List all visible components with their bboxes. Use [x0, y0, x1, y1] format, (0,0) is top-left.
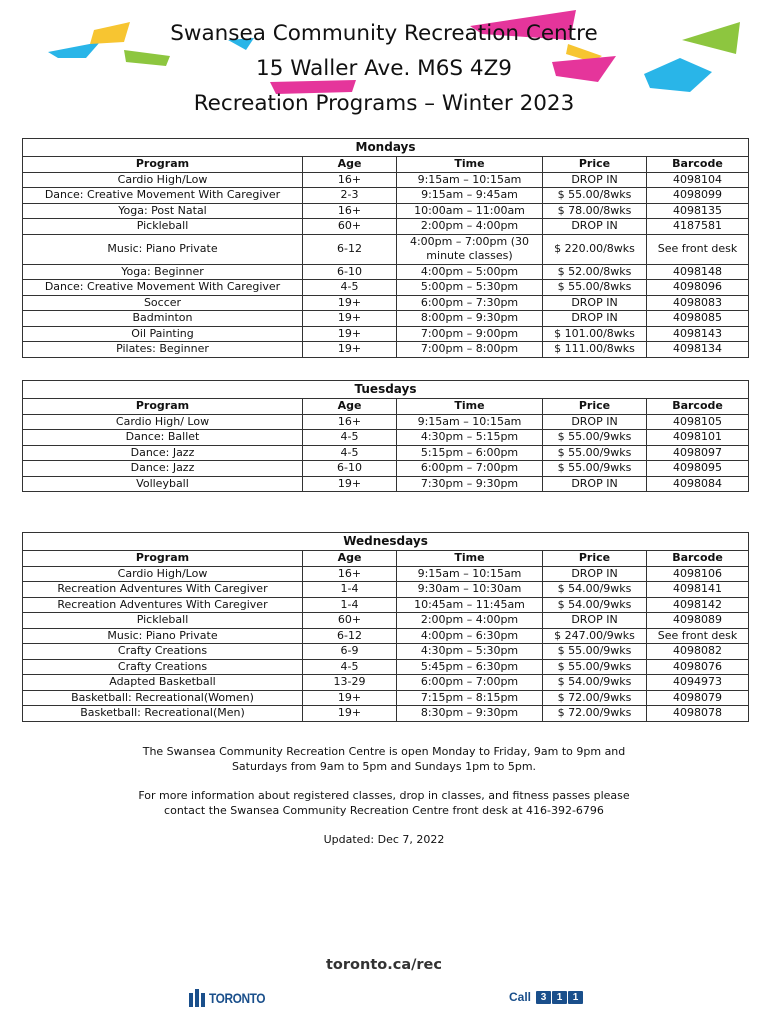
age-cell: 16+: [303, 566, 397, 582]
price-cell: $ 55.00/9wks: [543, 430, 647, 446]
col-price: Price: [543, 157, 647, 173]
age-cell: 16+: [303, 172, 397, 188]
price-cell: DROP IN: [543, 566, 647, 582]
price-cell: $ 111.00/8wks: [543, 342, 647, 358]
time-cell: 2:00pm – 4:00pm: [397, 219, 543, 235]
price-cell: DROP IN: [543, 414, 647, 430]
mondays-table: [22, 138, 749, 358]
table-row: [23, 582, 749, 598]
info-line-2: contact the Swansea Community Recreation Centre front desk at 416-392-6796: [164, 804, 604, 817]
program-cell: Dance: Jazz: [23, 461, 303, 477]
col-barcode: Barcode: [647, 157, 749, 173]
col-barcode: Barcode: [647, 399, 749, 415]
age-cell: 19+: [303, 326, 397, 342]
price-cell: DROP IN: [543, 613, 647, 629]
price-cell: $ 55.00/9wks: [543, 644, 647, 660]
table-row: [23, 219, 749, 235]
age-cell: 60+: [303, 613, 397, 629]
program-cell: Recreation Adventures With Caregiver: [23, 582, 303, 598]
time-cell: 2:00pm – 4:00pm: [397, 613, 543, 629]
program-cell: Music: Piano Private: [23, 234, 303, 264]
time-cell: 4:00pm – 6:30pm: [397, 628, 543, 644]
time-cell: 10:45am – 11:45am: [397, 597, 543, 613]
table-row: [23, 659, 749, 675]
barcode-cell: 4098105: [647, 414, 749, 430]
price-cell: $ 101.00/8wks: [543, 326, 647, 342]
price-cell: DROP IN: [543, 219, 647, 235]
program-cell: Badminton: [23, 311, 303, 327]
col-price: Price: [543, 399, 647, 415]
program-cell: Basketball: Recreational(Women): [23, 690, 303, 706]
time-cell: 4:30pm – 5:15pm: [397, 430, 543, 446]
col-barcode: Barcode: [647, 551, 749, 567]
table-row: [23, 295, 749, 311]
col-time: Time: [397, 551, 543, 567]
table-row: [23, 342, 749, 358]
barcode-cell: 4098148: [647, 264, 749, 280]
table-row: [23, 706, 749, 722]
call-digit: 1: [552, 991, 567, 1004]
time-cell: 4:00pm – 5:00pm: [397, 264, 543, 280]
program-cell: Cardio High/Low: [23, 172, 303, 188]
table-row: [23, 690, 749, 706]
age-cell: 19+: [303, 476, 397, 492]
table-row: [23, 566, 749, 582]
barcode-cell: 4098095: [647, 461, 749, 477]
age-cell: 19+: [303, 311, 397, 327]
age-cell: 13-29: [303, 675, 397, 691]
age-cell: 6-12: [303, 628, 397, 644]
barcode-cell: 4098076: [647, 659, 749, 675]
program-cell: Basketball: Recreational(Men): [23, 706, 303, 722]
barcode-cell: 4098097: [647, 445, 749, 461]
price-cell: $ 55.00/8wks: [543, 188, 647, 204]
flyer-header: [0, 16, 768, 121]
program-cell: Dance: Ballet: [23, 430, 303, 446]
time-cell: 6:00pm – 7:30pm: [397, 295, 543, 311]
city-hall-icon: [189, 989, 205, 1007]
price-cell: $ 55.00/8wks: [543, 280, 647, 296]
wednesdays-table: [22, 532, 749, 722]
call-311[interactable]: [509, 990, 583, 1004]
table-row: [23, 414, 749, 430]
table-row: [23, 203, 749, 219]
age-cell: 16+: [303, 414, 397, 430]
call-digits: [536, 991, 583, 1004]
barcode-cell: 4094973: [647, 675, 749, 691]
price-cell: DROP IN: [543, 172, 647, 188]
table-row: [23, 188, 749, 204]
program-cell: Adapted Basketball: [23, 675, 303, 691]
price-cell: $ 78.00/8wks: [543, 203, 647, 219]
barcode-cell: 4098082: [647, 644, 749, 660]
price-cell: DROP IN: [543, 295, 647, 311]
age-cell: 4-5: [303, 430, 397, 446]
table-row: [23, 628, 749, 644]
time-cell: 9:30am – 10:30am: [397, 582, 543, 598]
program-cell: Music: Piano Private: [23, 628, 303, 644]
age-cell: 1-4: [303, 597, 397, 613]
time-cell: 8:00pm – 9:30pm: [397, 311, 543, 327]
barcode-cell: 4098143: [647, 326, 749, 342]
age-cell: 6-10: [303, 264, 397, 280]
age-cell: 4-5: [303, 659, 397, 675]
barcode-cell: 4098134: [647, 342, 749, 358]
col-program: Program: [23, 157, 303, 173]
call-digit: 1: [568, 991, 583, 1004]
price-cell: DROP IN: [543, 476, 647, 492]
price-cell: $ 72.00/9wks: [543, 706, 647, 722]
price-cell: $ 55.00/9wks: [543, 659, 647, 675]
time-cell: 9:15am – 10:15am: [397, 172, 543, 188]
col-age: Age: [303, 551, 397, 567]
program-cell: Crafty Creations: [23, 659, 303, 675]
day-heading: Mondays: [23, 139, 749, 157]
barcode-cell: See front desk: [647, 628, 749, 644]
time-cell: 5:45pm – 6:30pm: [397, 659, 543, 675]
price-cell: $ 54.00/9wks: [543, 597, 647, 613]
time-cell: 6:00pm – 7:00pm: [397, 675, 543, 691]
hours-line-2: Saturdays from 9am to 5pm and Sundays 1pm to 5pm.: [231, 760, 537, 773]
centre-name: Swansea Community Recreation Centre: [170, 21, 598, 46]
notes-section: [0, 744, 768, 861]
price-cell: $ 55.00/9wks: [543, 461, 647, 477]
table-row: [23, 675, 749, 691]
table-row: [23, 613, 749, 629]
day-heading: Tuesdays: [23, 381, 749, 399]
barcode-cell: 4098142: [647, 597, 749, 613]
age-cell: 4-5: [303, 280, 397, 296]
program-cell: Dance: Creative Movement With Caregiver: [23, 188, 303, 204]
table-row: [23, 445, 749, 461]
barcode-cell: 4098101: [647, 430, 749, 446]
age-cell: 60+: [303, 219, 397, 235]
call-digit: 3: [536, 991, 551, 1004]
program-cell: Yoga: Beginner: [23, 264, 303, 280]
website-link[interactable]: toronto.ca/rec: [326, 957, 442, 973]
barcode-cell: 4098084: [647, 476, 749, 492]
hours-line-1: The Swansea Community Recreation Centre is open Monday to Friday, 9am to 9pm and: [142, 745, 626, 758]
price-cell: DROP IN: [543, 311, 647, 327]
price-cell: $ 52.00/8wks: [543, 264, 647, 280]
barcode-cell: 4098104: [647, 172, 749, 188]
table-row: [23, 430, 749, 446]
barcode-cell: 4098083: [647, 295, 749, 311]
age-cell: 19+: [303, 295, 397, 311]
program-cell: Soccer: [23, 295, 303, 311]
time-cell: 6:00pm – 7:00pm: [397, 461, 543, 477]
col-age: Age: [303, 399, 397, 415]
table-row: [23, 597, 749, 613]
program-cell: Pilates: Beginner: [23, 342, 303, 358]
info-note: [0, 788, 768, 818]
toronto-logo: [189, 988, 275, 1008]
info-line-1: For more information about registered classes, drop in classes, and fitness passes please: [138, 789, 630, 802]
time-cell: 4:30pm – 5:30pm: [397, 644, 543, 660]
price-cell: $ 72.00/9wks: [543, 690, 647, 706]
table-row: [23, 644, 749, 660]
time-cell: 8:30pm – 9:30pm: [397, 706, 543, 722]
age-cell: 6-10: [303, 461, 397, 477]
col-price: Price: [543, 551, 647, 567]
barcode-cell: 4098078: [647, 706, 749, 722]
age-cell: 19+: [303, 342, 397, 358]
time-cell: 9:15am – 10:15am: [397, 566, 543, 582]
time-cell: 9:15am – 9:45am: [397, 188, 543, 204]
time-cell: 4:00pm – 7:00pm (30 minute classes): [397, 234, 543, 264]
tuesdays-table: [22, 380, 749, 492]
barcode-cell: 4098079: [647, 690, 749, 706]
barcode-cell: 4098141: [647, 582, 749, 598]
age-cell: 19+: [303, 690, 397, 706]
price-cell: $ 54.00/9wks: [543, 582, 647, 598]
program-cell: Oil Painting: [23, 326, 303, 342]
price-cell: $ 54.00/9wks: [543, 675, 647, 691]
program-cell: Dance: Jazz: [23, 445, 303, 461]
barcode-cell: 4098089: [647, 613, 749, 629]
table-row: [23, 264, 749, 280]
program-cell: Recreation Adventures With Caregiver: [23, 597, 303, 613]
table-row: [23, 172, 749, 188]
updated-date: Updated: Dec 7, 2022: [323, 833, 445, 846]
barcode-cell: 4098106: [647, 566, 749, 582]
price-cell: $ 220.00/8wks: [543, 234, 647, 264]
age-cell: 6-12: [303, 234, 397, 264]
centre-address: 15 Waller Ave. M6S 4Z9: [256, 56, 512, 81]
call-label: Call: [509, 990, 532, 1004]
col-program: Program: [23, 551, 303, 567]
barcode-cell: 4098085: [647, 311, 749, 327]
hours-note: [0, 744, 768, 774]
table-row: [23, 234, 749, 264]
barcode-cell: 4187581: [647, 219, 749, 235]
program-cell: Volleyball: [23, 476, 303, 492]
time-cell: 7:15pm – 8:15pm: [397, 690, 543, 706]
age-cell: 6-9: [303, 644, 397, 660]
season-title: Recreation Programs – Winter 2023: [193, 91, 575, 116]
col-program: Program: [23, 399, 303, 415]
program-cell: Pickleball: [23, 613, 303, 629]
time-cell: 7:00pm – 9:00pm: [397, 326, 543, 342]
logo-wordmark: TORONTO: [209, 990, 266, 1006]
table-row: [23, 326, 749, 342]
col-time: Time: [397, 399, 543, 415]
program-cell: Pickleball: [23, 219, 303, 235]
table-row: [23, 476, 749, 492]
time-cell: 9:15am – 10:15am: [397, 414, 543, 430]
time-cell: 5:15pm – 6:00pm: [397, 445, 543, 461]
table-row: [23, 311, 749, 327]
program-cell: Cardio High/ Low: [23, 414, 303, 430]
time-cell: 5:00pm – 5:30pm: [397, 280, 543, 296]
col-age: Age: [303, 157, 397, 173]
program-cell: Yoga: Post Natal: [23, 203, 303, 219]
time-cell: 7:30pm – 9:30pm: [397, 476, 543, 492]
barcode-cell: 4098135: [647, 203, 749, 219]
price-cell: $ 55.00/9wks: [543, 445, 647, 461]
barcode-cell: See front desk: [647, 234, 749, 264]
age-cell: 16+: [303, 203, 397, 219]
age-cell: 2-3: [303, 188, 397, 204]
day-heading: Wednesdays: [23, 533, 749, 551]
age-cell: 1-4: [303, 582, 397, 598]
table-row: [23, 280, 749, 296]
col-time: Time: [397, 157, 543, 173]
barcode-cell: 4098099: [647, 188, 749, 204]
program-cell: Dance: Creative Movement With Caregiver: [23, 280, 303, 296]
program-cell: Cardio High/Low: [23, 566, 303, 582]
age-cell: 4-5: [303, 445, 397, 461]
time-cell: 7:00pm – 8:00pm: [397, 342, 543, 358]
time-cell: 10:00am – 11:00am: [397, 203, 543, 219]
barcode-cell: 4098096: [647, 280, 749, 296]
price-cell: $ 247.00/9wks: [543, 628, 647, 644]
program-cell: Crafty Creations: [23, 644, 303, 660]
age-cell: 19+: [303, 706, 397, 722]
table-row: [23, 461, 749, 477]
